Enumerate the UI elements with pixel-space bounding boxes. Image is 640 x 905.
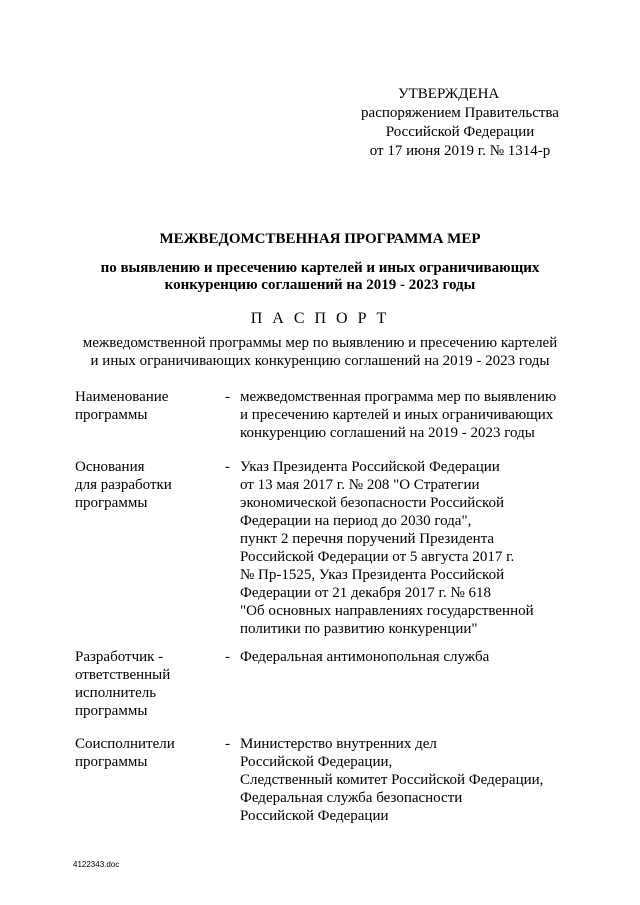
row-value [240,648,570,666]
approval-line: распоряжением Правительства [361,105,559,121]
value-line: и пресечению картелей и иных ограничивающих [240,407,554,423]
label-line: ответственный [75,667,171,683]
label-line: для разработки [75,477,172,493]
label-line: программы [75,754,148,770]
document-subtitle [0,260,640,294]
value-line: политики по развитию конкуренции" [240,621,478,637]
row-dash: - [225,389,230,405]
value-line: Министерство внутренних дел [240,736,437,752]
document-file-number: 4122343.doc [73,860,120,869]
label-line: исполнитель [75,685,157,701]
value-line: Следственный комитет Российской Федерации, [240,772,544,788]
value-line: Российской Федерации от 5 августа 2017 г. [240,549,515,565]
value-line: "Об основных направлениях государственной [240,603,534,619]
value-line: Российской Федерации, [240,754,393,770]
label-line: Разработчик - [75,649,164,665]
value-line: Федерации от 21 декабря 2017 г. № 618 [240,585,492,601]
row-dash: - [225,736,230,752]
approval-line: Российской Федерации [385,124,535,140]
value-line: конкуренцию соглашений на 2019 - 2023 годы [240,425,535,441]
value-line: межведомственная программа мер по выявлению [240,389,557,405]
passport-heading: П А С П О Р Т [250,310,390,327]
label-line: программы [75,495,148,511]
value-line: экономической безопасности Российской [240,495,505,511]
passport-subheading-line: и иных ограничивающих конкуренцию соглашений на 2019 - 2023 годы [90,353,550,369]
subtitle-line: по выявлению и пресечению картелей и иных ограничивающих [100,260,540,276]
label-line: Наименование [75,389,169,405]
label-line: Соисполнители [75,736,175,752]
subtitle-line: конкуренцию соглашений на 2019 - 2023 годы [164,277,476,293]
label-line: Основания [75,459,145,475]
row-label [75,388,215,424]
row-value [240,735,570,825]
value-line: от 13 мая 2017 г. № 208 "О Стратегии [240,477,480,493]
row-dash: - [225,649,230,665]
value-line: Федерации на период до 2030 года", [240,513,472,529]
value-line: Российской Федерации [240,808,389,824]
label-line: программы [75,703,148,719]
row-value [240,458,570,638]
passport-subheading-line: межведомственной программы мер по выявлению и пресечению картелей [82,335,558,351]
row-value [240,388,570,442]
value-line: Федеральная антимонопольная служба [240,649,490,665]
value-line: пункт 2 перечня поручений Президента [240,531,495,547]
approval-stamp [330,85,590,161]
document-title: МЕЖВЕДОМСТВЕННАЯ ПРОГРАММА МЕР [159,231,481,247]
row-label [75,735,215,771]
value-line: Указ Президента Российской Федерации [240,459,500,475]
passport-subheading [0,334,640,370]
row-label [75,648,215,720]
value-line: Федеральная служба безопасности [240,790,463,806]
approval-date: от 17 июня 2019 г. № 1314-р [369,143,551,159]
value-line: № Пр-1525, Указ Президента Российской [240,567,505,583]
label-line: программы [75,407,148,423]
row-label [75,458,215,512]
row-dash: - [225,459,230,475]
approval-heading: УТВЕРЖДЕНА [398,86,500,102]
